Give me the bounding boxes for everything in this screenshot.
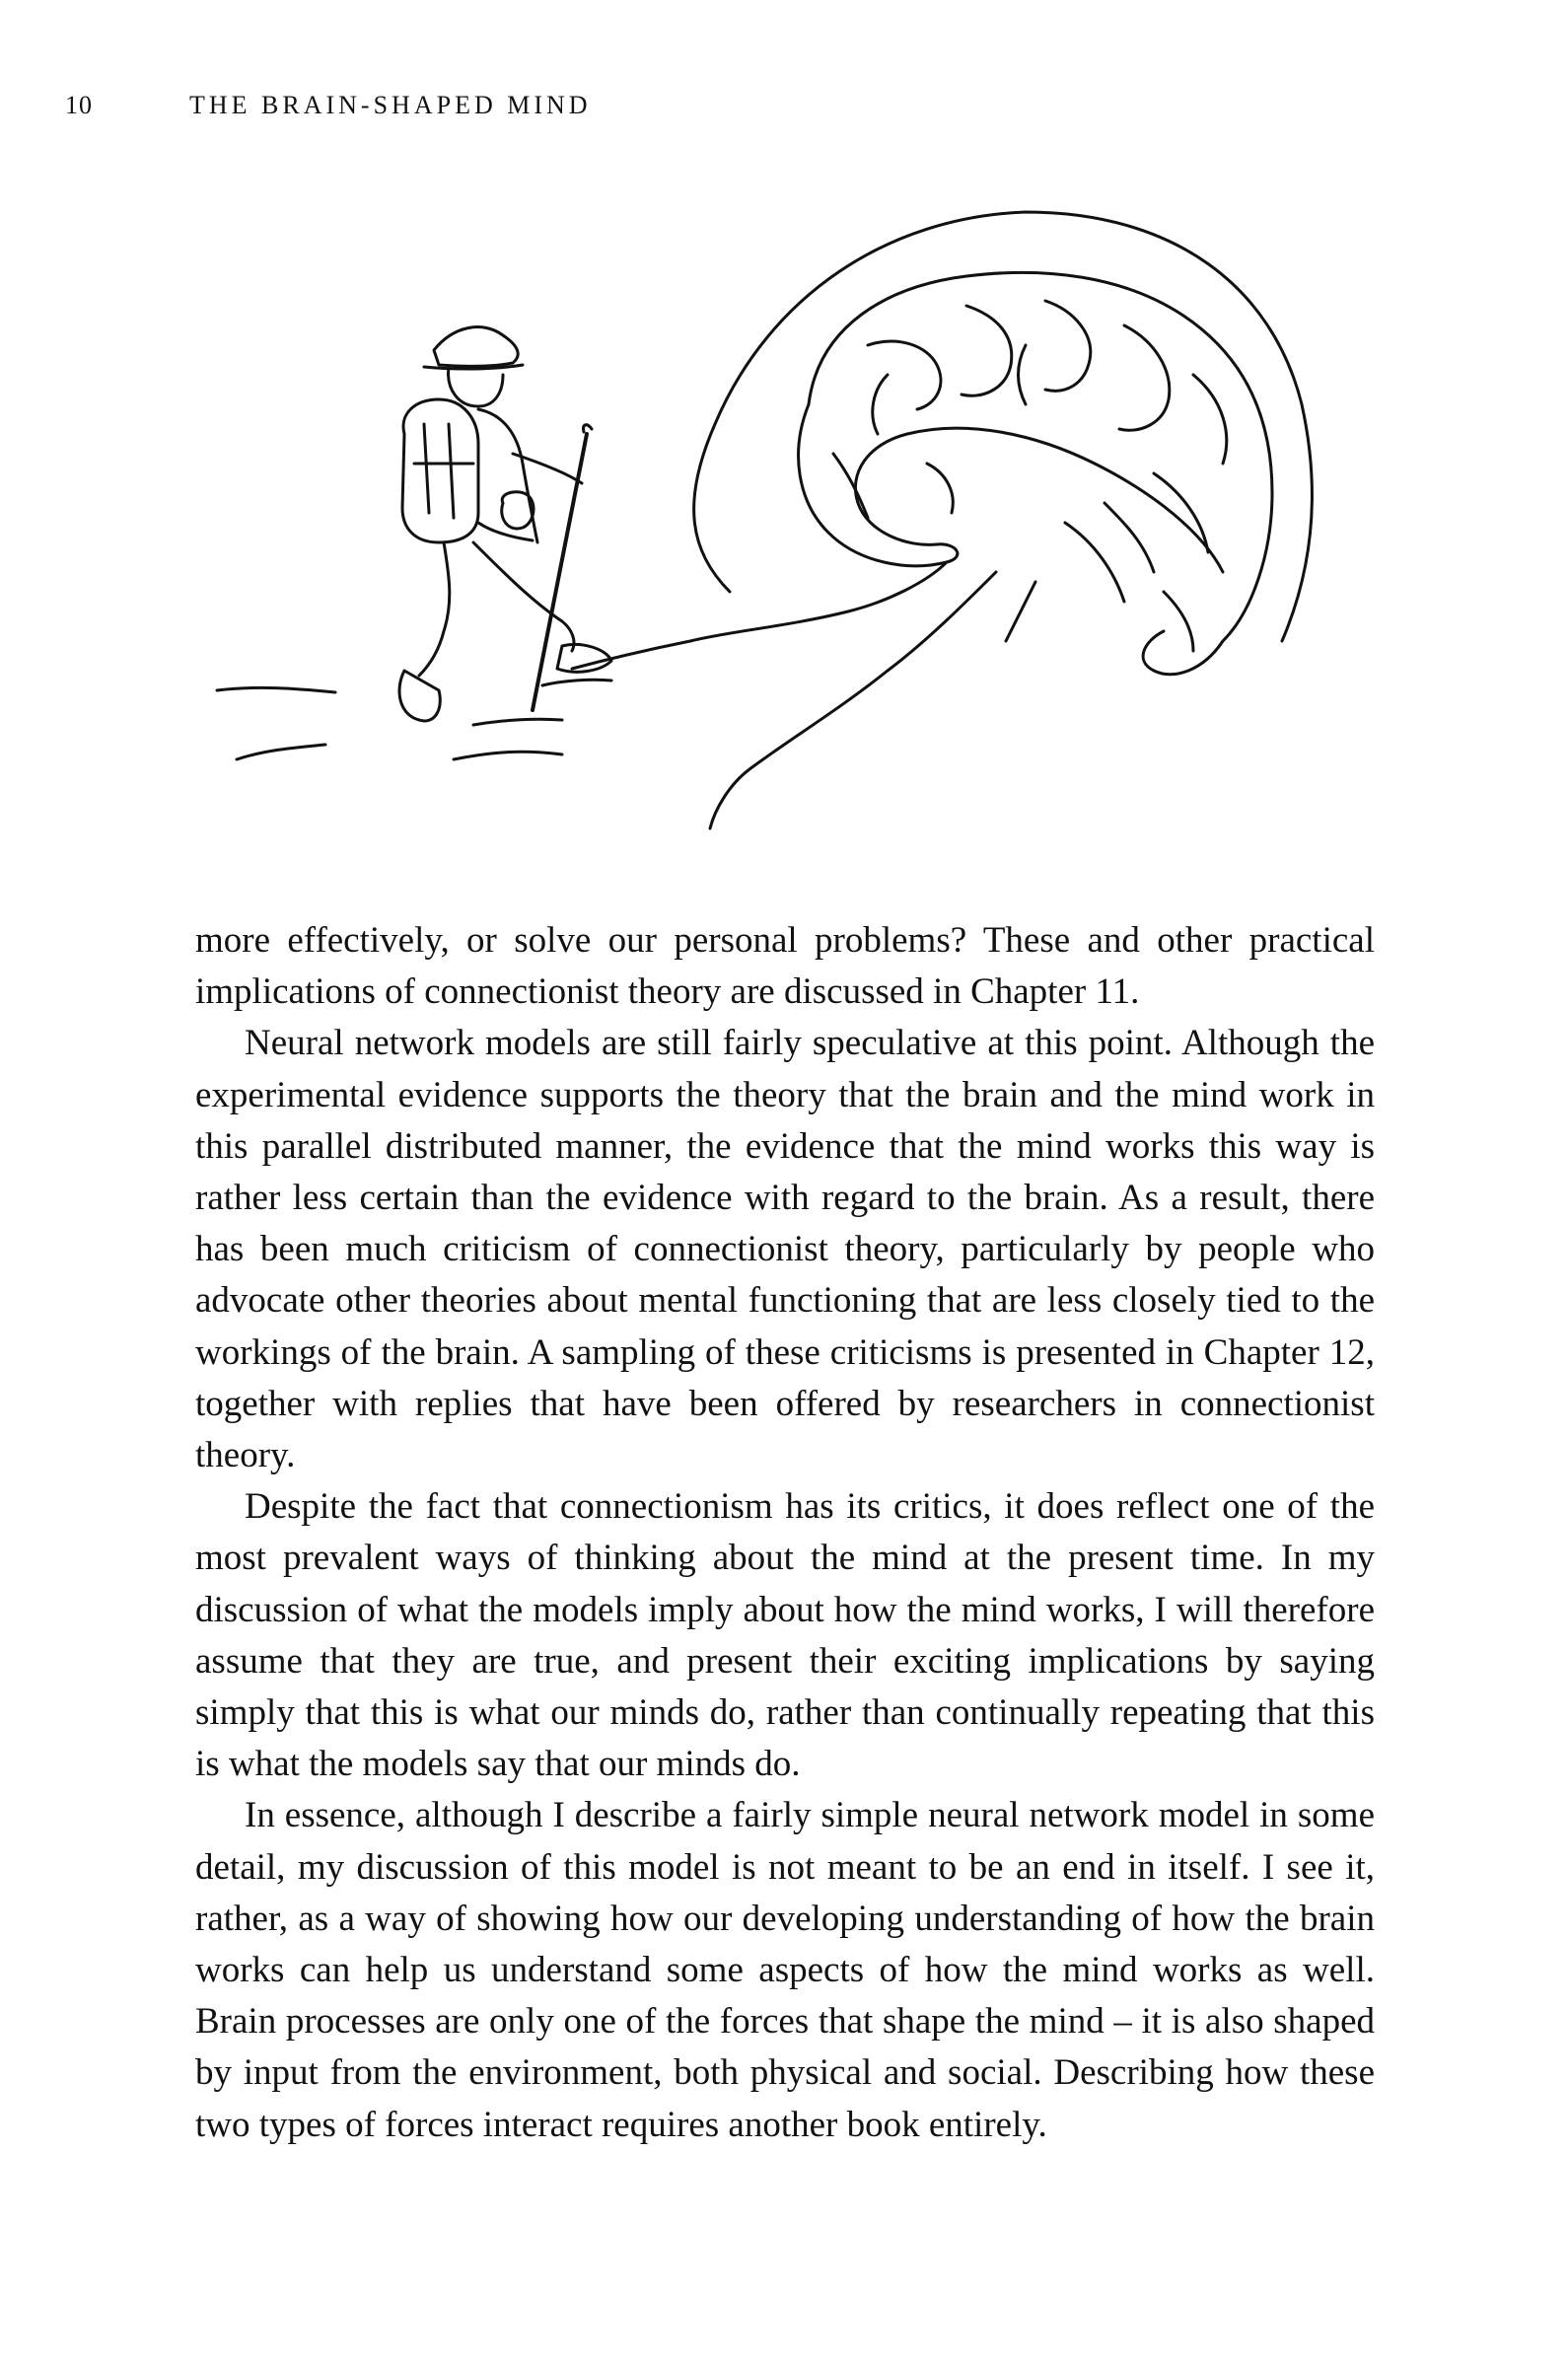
paragraph-1: more effectively, or solve our personal problems? These and other practical implications of connectionist theory are discussed in Chapter 11. (195, 920, 1375, 1013)
paragraph-2: Neural network models are still fairly speculative at this point. Although the experimental evidence supports the theory that the brain and the mind work in this parallel distributed manner, the evidence that the mind works this way is rather less certain than the evidence with regard to the brain. As a result, there has been much criticism of connectionist theory, particularly by people who advocate other theories about mental functioning that are less closely tied to the workings of the brain. A sampling of these criticisms is presented in Chapter 12, together with replies that have been offered by researchers in connectionist theory. (195, 1023, 1375, 1476)
body-text (195, 915, 1375, 2151)
paragraph-3: Despite the fact that connectionism has its critics, it does reflect one of the most prevalent ways of thinking about the mind at the present time. In my discussion of what the models imply about how the mind works, I will therefore assume that they are true, and present their exciting implications by saying simply that this is what our minds do, rather than continually repeating that this is what the models say that our minds do. (195, 1486, 1375, 1785)
running-head (65, 91, 592, 120)
hiker-walking-path-into-brain-illustration (178, 178, 1341, 888)
running-title: THE BRAIN-SHAPED MIND (189, 91, 592, 119)
paragraph-4: In essence, although I describe a fairly simple neural network model in some detail, my discussion of this model is not meant to be an end in itself. I see it, rather, as a way of showing how our developing understanding of how the brain works can help us understand some aspects of how the mind works as well. Brain processes are only one of the forces that shape the mind – it is also shaped by input from the environment, both physical and social. Describing how these two types of forces interact requires another book entirely. (195, 1795, 1375, 2145)
page-number: 10 (65, 91, 93, 119)
hiker-brain-illustration (178, 178, 1341, 888)
